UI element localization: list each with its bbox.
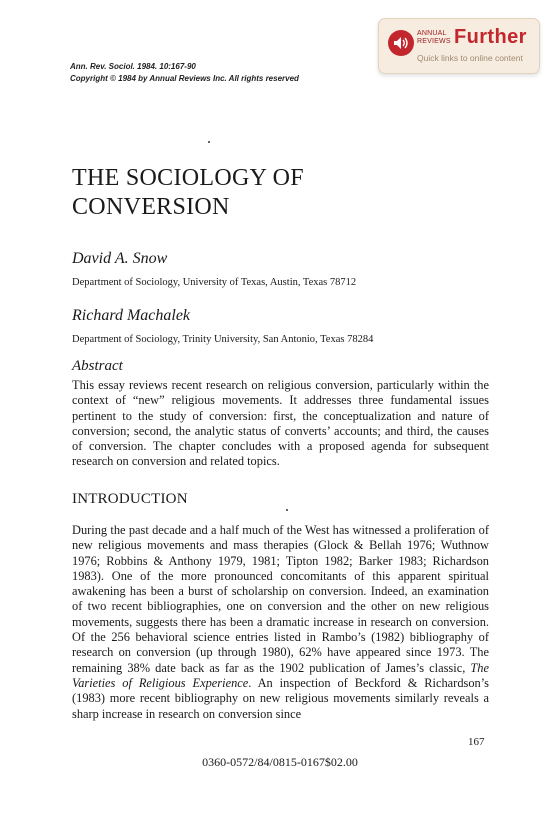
intro-text-part-2: . An inspection of Beckford & Richardson’s (1983) more recent bibliography on new religious movements similarly reveals a sharp increase in research on conversion since <box>72 675 489 721</box>
journal-citation: Ann. Rev. Sociol. 1984. 10:167-90 <box>70 62 196 71</box>
badge-tagline: Quick links to online content <box>417 53 523 63</box>
further-badge[interactable] <box>378 18 540 74</box>
book-title: The Varieties of Religious Experience <box>72 660 489 690</box>
introduction-heading: INTRODUCTION <box>72 491 188 507</box>
abstract-text: This essay reviews recent research on religious conversion, particularly within the context of “new” religious movements. It addresses three fundamental issues pertinent to the study of conversion: first, the conceptualization and nature of conversion; second, the analytic status of converts’ accounts; and third, the causes of conversion. The chapter concludes with a proposed agenda for subsequent research on conversion and related topics. <box>72 378 489 469</box>
copyright-code: 0360-0572/84/0815-0167$02.00 <box>202 755 358 769</box>
author-name: Richard Machalek <box>72 307 191 324</box>
speaker-icon <box>388 30 414 56</box>
article-title <box>72 164 304 222</box>
title-line-2: CONVERSION <box>72 194 230 220</box>
journal-copyright: Copyright © 1984 by Annual Reviews Inc. All rights reserved <box>70 74 299 83</box>
badge-further-word: Further <box>454 26 527 48</box>
stray-mark <box>208 141 210 143</box>
stray-mark <box>286 509 288 511</box>
author-name: David A. Snow <box>72 250 168 267</box>
author-affiliation: Department of Sociology, University of Texas, Austin, Texas 78712 <box>72 277 357 288</box>
author-affiliation: Department of Sociology, Trinity University, San Antonio, Texas 78284 <box>72 334 374 345</box>
annual-reviews-logo-text <box>417 30 451 46</box>
introduction-text <box>72 523 489 722</box>
title-line-1: THE SOCIOLOGY OF <box>72 165 304 191</box>
page-number: 167 <box>468 736 485 748</box>
intro-text-part-1: During the past decade and a half much of the West has witnessed a proliferation of new religious movements and mass therapies (Glock & Bellah 1976; Wuthnow 1976; Robbins & Anthony 1979, 1981; Tipton 1982; Barker 1983; Richardson 1983). One of the more pronounced concomitants of this apparent spiritual awakening has been a burst of scholarship on conversion. Indeed, an examination of two recent bibliographies, one on conversion and the other on new religious movements, suggests there has been a dramatic increase in research on conversion. Of the 256 behavioral science entries listed in Rambo’s (1982) bibliography of research on conversion (up through 1980), 62% have appeared since 1973. The remaining 38% date back as far as the 1902 publication of James’s classic, <box>72 523 489 675</box>
badge-reviews: REVIEWS <box>417 38 451 45</box>
abstract-heading: Abstract <box>72 358 123 374</box>
badge-annual: ANNUAL <box>417 30 447 37</box>
